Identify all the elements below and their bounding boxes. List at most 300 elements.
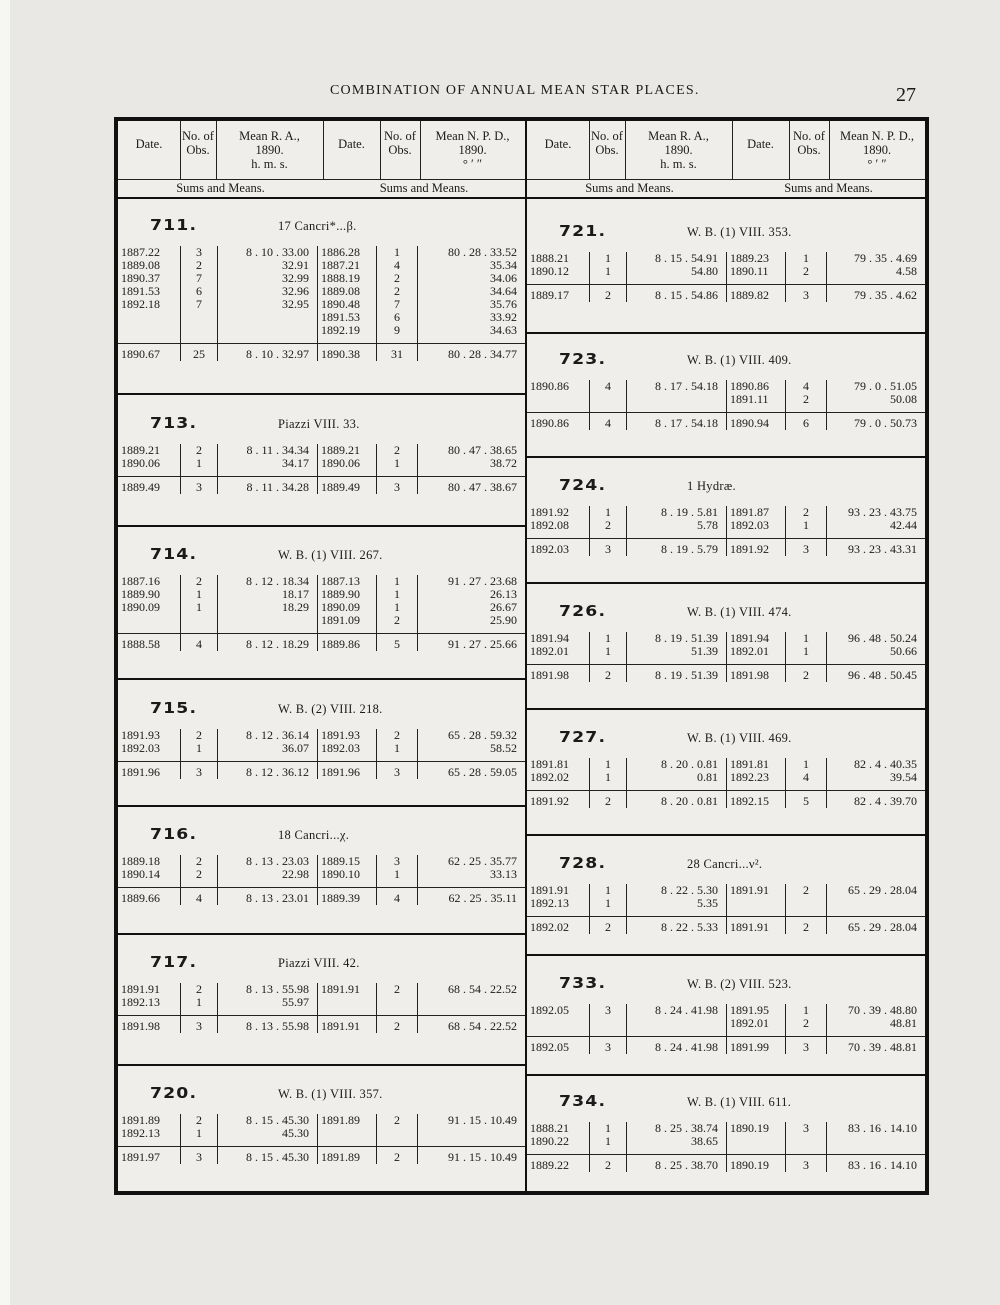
section-rule xyxy=(527,834,925,836)
star-entry xyxy=(527,222,925,302)
star-entry xyxy=(527,728,925,808)
star-entry-title xyxy=(118,699,525,719)
obs-date-npd: 1890.09 xyxy=(318,601,377,614)
header-divider xyxy=(625,121,626,179)
observation-row xyxy=(527,1004,925,1017)
mean-ra-mean: 8 . 19 . 51.39 xyxy=(627,665,727,683)
observation-row xyxy=(118,983,525,996)
header-text: Date. xyxy=(338,137,365,151)
star-designation: W. B. (1) VIII. 474. xyxy=(687,605,792,619)
obs-date: 1892.02 xyxy=(530,770,569,784)
star-entry xyxy=(527,350,925,430)
star-entry-title xyxy=(118,414,525,434)
star-designation: W. B. (1) VIII. 267. xyxy=(278,548,383,562)
observation-row xyxy=(527,1135,925,1148)
obs-count-npd: 1 xyxy=(377,246,418,259)
obs-date-npd: 1892.03 xyxy=(727,519,786,532)
mean-row xyxy=(118,477,525,495)
obs-date-mean: 1892.03 xyxy=(527,539,590,557)
obs-date-npd: 1891.09 xyxy=(318,614,377,627)
obs-count-npd-mean: 3 xyxy=(377,762,418,780)
obs-count-npd-mean: 2 xyxy=(786,665,827,683)
obs-date-npd-mean: 1892.15 xyxy=(727,791,786,809)
obs-count: 1 xyxy=(590,645,627,658)
obs-count: 1 xyxy=(590,1135,627,1148)
mean-ra xyxy=(218,324,318,337)
observation-table xyxy=(527,758,925,808)
header-date xyxy=(118,121,180,179)
star-entry-title xyxy=(527,222,925,242)
star-number: 726. xyxy=(559,602,607,620)
obs-date-npd-mean: 1889.39 xyxy=(318,888,377,906)
mean-row xyxy=(118,1147,525,1165)
obs-date-mean: 1891.96 xyxy=(118,762,181,780)
star-entry-title xyxy=(527,476,925,496)
mean-ra: 0.81 xyxy=(627,771,727,784)
star-entry xyxy=(527,476,925,556)
obs-date-npd-mean: 1890.19 xyxy=(727,1155,786,1173)
obs-date: 1892.03 xyxy=(121,741,160,755)
observation-row xyxy=(527,252,925,265)
obs-count-mean: 2 xyxy=(590,791,627,809)
obs-count: 1 xyxy=(181,588,218,601)
header-divider xyxy=(789,121,790,179)
obs-count: 2 xyxy=(181,259,218,272)
header-divider xyxy=(180,121,181,179)
obs-date: 1890.22 xyxy=(530,1134,569,1148)
obs-count: 2 xyxy=(181,868,218,881)
mean-npd: 26.67 xyxy=(418,601,526,614)
star-entry xyxy=(118,699,525,779)
obs-count-npd: 2 xyxy=(786,1017,827,1030)
obs-count-npd-mean: 4 xyxy=(377,888,418,906)
obs-date: 1887.22 xyxy=(121,245,160,259)
mean-ra xyxy=(627,1017,727,1030)
obs-date-npd: 1890.11 xyxy=(727,265,786,278)
mean-ra: 51.39 xyxy=(627,645,727,658)
observation-row xyxy=(527,1122,925,1135)
star-designation: W. B. (1) VIII. 409. xyxy=(687,353,792,367)
header-text: Mean R. A., xyxy=(239,129,300,143)
obs-date: 1891.91 xyxy=(530,883,569,897)
obs-date: 1890.14 xyxy=(121,867,160,881)
star-number: 724. xyxy=(559,476,607,494)
obs-date-npd: 1892.01 xyxy=(727,1017,786,1030)
observation-row xyxy=(527,380,925,393)
obs-date-mean: 1888.58 xyxy=(118,634,181,652)
obs-count: 1 xyxy=(590,506,627,519)
obs-count-mean: 4 xyxy=(181,888,218,906)
header-text: 1890. xyxy=(255,143,284,157)
obs-date-npd: 1887.13 xyxy=(318,575,377,588)
mean-npd-mean: 68 . 54 . 22.52 xyxy=(418,1016,526,1034)
mean-npd: 58.52 xyxy=(418,742,526,755)
obs-count-mean: 3 xyxy=(181,1016,218,1034)
header-divider xyxy=(420,121,421,179)
mean-npd xyxy=(827,1135,926,1148)
obs-date-npd: 1891.95 xyxy=(727,1004,786,1017)
mean-row xyxy=(118,888,525,906)
mean-npd: 38.72 xyxy=(418,457,526,470)
star-entry-title xyxy=(527,350,925,370)
observation-table xyxy=(527,252,925,302)
observation-table xyxy=(118,444,525,494)
star-designation: W. B. (1) VIII. 357. xyxy=(278,1087,383,1101)
mean-npd xyxy=(827,897,926,910)
obs-date: 1892.05 xyxy=(530,1003,569,1017)
obs-count: 1 xyxy=(590,1122,627,1135)
mean-ra xyxy=(627,393,727,406)
star-number: 715. xyxy=(150,699,198,717)
obs-date-npd: 1892.03 xyxy=(318,742,377,755)
star-designation: Piazzi VIII. 42. xyxy=(278,956,360,970)
header-divider xyxy=(323,121,324,179)
obs-date-npd: 1891.91 xyxy=(727,884,786,897)
obs-count-npd: 2 xyxy=(786,393,827,406)
obs-date-npd-mean: 1891.96 xyxy=(318,762,377,780)
header-no-of-obs xyxy=(589,121,625,179)
obs-date-npd-mean: 1891.92 xyxy=(727,539,786,557)
mean-ra: 8 . 12 . 36.14 xyxy=(218,729,318,742)
mean-row xyxy=(527,413,925,431)
obs-count-npd: 4 xyxy=(786,771,827,784)
obs-date: 1891.89 xyxy=(121,1113,160,1127)
mean-npd: 91 . 27 . 23.68 xyxy=(418,575,526,588)
obs-count-mean: 2 xyxy=(590,285,627,303)
obs-date-mean: 1889.66 xyxy=(118,888,181,906)
mean-ra: 8 . 19 . 51.39 xyxy=(627,632,727,645)
obs-date-npd-mean: 1889.49 xyxy=(318,477,377,495)
section-rule xyxy=(527,708,925,710)
mean-npd xyxy=(418,996,526,1009)
header-divider xyxy=(829,121,830,179)
obs-date-npd: 1889.90 xyxy=(318,588,377,601)
obs-count-mean: 2 xyxy=(590,917,627,935)
observation-table xyxy=(118,575,525,651)
obs-count: 7 xyxy=(181,272,218,285)
mean-ra-mean: 8 . 11 . 34.28 xyxy=(218,477,318,495)
star-entry-title xyxy=(527,728,925,748)
obs-date-npd: 1890.86 xyxy=(727,380,786,393)
obs-count: 2 xyxy=(181,1114,218,1127)
obs-date-npd: 1890.10 xyxy=(318,868,377,881)
mean-npd-mean: 82 . 4 . 39.70 xyxy=(827,791,926,809)
obs-count-npd: 1 xyxy=(786,252,827,265)
obs-date-mean: 1889.17 xyxy=(527,285,590,303)
mean-ra: 22.98 xyxy=(218,868,318,881)
obs-count: 4 xyxy=(590,380,627,393)
obs-date: 1889.90 xyxy=(121,587,160,601)
observation-row xyxy=(527,758,925,771)
header-text: 1890. xyxy=(664,143,693,157)
mean-npd-mean: 80 . 28 . 34.77 xyxy=(418,344,526,362)
header-divider xyxy=(732,121,733,179)
obs-count-mean: 3 xyxy=(181,1147,218,1165)
header-text: Obs. xyxy=(186,143,210,157)
mean-ra-mean: 8 . 24 . 41.98 xyxy=(627,1037,727,1055)
obs-count: 2 xyxy=(181,444,218,457)
observation-row xyxy=(118,324,525,337)
header-text: No. of xyxy=(182,129,214,143)
obs-date: 1890.37 xyxy=(121,271,160,285)
section-rule xyxy=(118,393,525,395)
star-entry-title xyxy=(527,974,925,994)
mean-ra-mean: 8 . 25 . 38.70 xyxy=(627,1155,727,1173)
observation-row xyxy=(527,645,925,658)
observation-row xyxy=(118,996,525,1009)
obs-count-npd: 2 xyxy=(377,729,418,742)
observation-table xyxy=(527,506,925,556)
obs-count xyxy=(181,311,218,324)
mean-ra: 8 . 12 . 18.34 xyxy=(218,575,318,588)
obs-count-npd: 2 xyxy=(377,444,418,457)
mean-npd: 82 . 4 . 40.35 xyxy=(827,758,926,771)
star-number: 723. xyxy=(559,350,607,368)
observation-table xyxy=(527,1004,925,1054)
header-text: 1890. xyxy=(458,143,487,157)
mean-npd: 91 . 15 . 10.49 xyxy=(418,1114,526,1127)
star-entry xyxy=(527,602,925,682)
obs-date: 1891.93 xyxy=(121,728,160,742)
section-rule xyxy=(118,525,525,527)
observation-row xyxy=(118,457,525,470)
sums-and-means-label: Sums and Means. xyxy=(176,181,265,195)
mean-ra: 8 . 19 . 5.81 xyxy=(627,506,727,519)
mean-ra: 54.80 xyxy=(627,265,727,278)
mean-npd: 70 . 39 . 48.80 xyxy=(827,1004,926,1017)
star-entry-title xyxy=(118,545,525,565)
header-text: Mean N. P. D., xyxy=(840,129,914,143)
mean-ra: 5.78 xyxy=(627,519,727,532)
obs-count-npd: 7 xyxy=(377,298,418,311)
mean-ra-mean: 8 . 12 . 36.12 xyxy=(218,762,318,780)
star-entry xyxy=(527,1092,925,1172)
obs-count: 1 xyxy=(181,996,218,1009)
mean-ra-mean: 8 . 13 . 23.01 xyxy=(218,888,318,906)
header-text: Obs. xyxy=(388,143,412,157)
obs-count xyxy=(181,324,218,337)
obs-count: 7 xyxy=(181,298,218,311)
mean-ra: 8 . 15 . 45.30 xyxy=(218,1114,318,1127)
obs-count xyxy=(590,393,627,406)
observation-row xyxy=(118,742,525,755)
mean-row xyxy=(118,344,525,362)
obs-date xyxy=(118,311,181,324)
obs-count-npd: 1 xyxy=(786,632,827,645)
mean-ra: 32.95 xyxy=(218,298,318,311)
running-head: COMBINATION OF ANNUAL MEAN STAR PLACES. xyxy=(330,83,700,98)
obs-count: 1 xyxy=(590,265,627,278)
obs-date: 1891.91 xyxy=(121,982,160,996)
mean-ra-mean: 8 . 12 . 18.29 xyxy=(218,634,318,652)
obs-count-npd-mean: 3 xyxy=(786,539,827,557)
header-text: Obs. xyxy=(797,143,821,157)
mean-npd: 83 . 16 . 14.10 xyxy=(827,1122,926,1135)
obs-date-npd-mean: 1890.38 xyxy=(318,344,377,362)
mean-npd: 35.76 xyxy=(418,298,526,311)
header-divider xyxy=(216,121,217,179)
obs-date-npd-mean: 1889.86 xyxy=(318,634,377,652)
sums-and-means-label: Sums and Means. xyxy=(585,181,674,195)
obs-count-npd xyxy=(377,1127,418,1140)
mean-ra: 8 . 17 . 54.18 xyxy=(627,380,727,393)
obs-count: 1 xyxy=(181,742,218,755)
star-entry-title xyxy=(527,854,925,874)
mean-npd: 33.92 xyxy=(418,311,526,324)
mean-ra: 32.91 xyxy=(218,259,318,272)
star-entry-title xyxy=(527,1092,925,1112)
obs-date-npd xyxy=(318,996,377,1009)
mean-npd-mean: 91 . 27 . 25.66 xyxy=(418,634,526,652)
mean-npd-mean: 70 . 39 . 48.81 xyxy=(827,1037,926,1055)
mean-ra: 38.65 xyxy=(627,1135,727,1148)
mean-ra-mean: 8 . 22 . 5.33 xyxy=(627,917,727,935)
obs-count-npd: 1 xyxy=(377,742,418,755)
star-number: 711. xyxy=(150,216,198,234)
header-no-of-obs xyxy=(180,121,216,179)
star-number: 714. xyxy=(150,545,198,563)
observation-row xyxy=(527,771,925,784)
obs-count-mean: 4 xyxy=(181,634,218,652)
obs-date xyxy=(118,614,181,627)
obs-date-npd xyxy=(318,1127,377,1140)
mean-npd: 39.54 xyxy=(827,771,926,784)
observation-row xyxy=(118,1127,525,1140)
mean-ra: 8 . 13 . 55.98 xyxy=(218,983,318,996)
obs-date-mean: 1890.67 xyxy=(118,344,181,362)
obs-count-npd-mean: 3 xyxy=(786,1155,827,1173)
obs-count-npd: 1 xyxy=(377,601,418,614)
star-entry xyxy=(118,825,525,905)
obs-count: 1 xyxy=(590,252,627,265)
obs-date: 1892.13 xyxy=(121,995,160,1009)
obs-date: 1892.13 xyxy=(530,896,569,910)
obs-count: 1 xyxy=(590,771,627,784)
obs-date-mean: 1890.86 xyxy=(527,413,590,431)
obs-date: 1890.86 xyxy=(530,379,569,393)
observation-table xyxy=(118,246,525,361)
page-edge xyxy=(0,0,10,1305)
obs-date-mean: 1892.05 xyxy=(527,1037,590,1055)
mean-row xyxy=(527,285,925,303)
obs-count-npd: 4 xyxy=(786,380,827,393)
section-rule xyxy=(527,954,925,956)
star-entry xyxy=(118,216,525,361)
mean-npd xyxy=(418,1127,526,1140)
mean-ra: 8 . 20 . 0.81 xyxy=(627,758,727,771)
mean-npd-mean: 80 . 47 . 38.67 xyxy=(418,477,526,495)
mean-npd-mean: 65 . 29 . 28.04 xyxy=(827,917,926,935)
star-entry xyxy=(118,414,525,494)
mean-npd: 79 . 0 . 51.05 xyxy=(827,380,926,393)
obs-date-npd xyxy=(727,1135,786,1148)
obs-date-npd: 1892.19 xyxy=(318,324,377,337)
obs-date: 1890.06 xyxy=(121,456,160,470)
star-designation: W. B. (1) VIII. 469. xyxy=(687,731,792,745)
obs-date-mean: 1891.98 xyxy=(118,1016,181,1034)
obs-date-npd: 1887.21 xyxy=(318,259,377,272)
obs-date-npd: 1892.01 xyxy=(727,645,786,658)
mean-ra: 18.29 xyxy=(218,601,318,614)
mean-npd-mean: 83 . 16 . 14.10 xyxy=(827,1155,926,1173)
obs-date: 1890.09 xyxy=(121,600,160,614)
obs-date-npd: 1892.23 xyxy=(727,771,786,784)
obs-count: 3 xyxy=(181,246,218,259)
section-rule xyxy=(527,332,925,334)
obs-count-npd-mean: 3 xyxy=(786,1037,827,1055)
obs-count-npd: 2 xyxy=(786,884,827,897)
obs-date-npd: 1891.94 xyxy=(727,632,786,645)
mean-npd: 34.63 xyxy=(418,324,526,337)
obs-count-npd: 6 xyxy=(377,311,418,324)
obs-count: 1 xyxy=(181,601,218,614)
header-no-of-obs xyxy=(380,121,420,179)
left-column xyxy=(118,121,527,1191)
obs-date-npd: 1891.91 xyxy=(318,983,377,996)
observation-row xyxy=(527,506,925,519)
header-mean-ra xyxy=(625,121,732,179)
obs-count-mean: 2 xyxy=(590,665,627,683)
mean-npd: 80 . 28 . 33.52 xyxy=(418,246,526,259)
mean-row xyxy=(527,1155,925,1173)
mean-npd-mean: 79 . 0 . 50.73 xyxy=(827,413,926,431)
mean-npd: 50.08 xyxy=(827,393,926,406)
mean-npd: 26.13 xyxy=(418,588,526,601)
observation-row xyxy=(527,393,925,406)
obs-count: 1 xyxy=(590,884,627,897)
obs-count: 1 xyxy=(590,632,627,645)
obs-date: 1891.81 xyxy=(530,757,569,771)
mean-npd: 68 . 54 . 22.52 xyxy=(418,983,526,996)
obs-date-mean: 1892.02 xyxy=(527,917,590,935)
obs-count: 6 xyxy=(181,285,218,298)
mean-row xyxy=(527,791,925,809)
obs-count-npd-mean: 2 xyxy=(377,1147,418,1165)
mean-npd: 80 . 47 . 38.65 xyxy=(418,444,526,457)
header-text: 1890. xyxy=(862,143,892,157)
header-text: Date. xyxy=(135,137,163,151)
obs-date: 1889.21 xyxy=(121,443,160,457)
obs-date: 1892.08 xyxy=(530,518,569,532)
mean-ra: 18.17 xyxy=(218,588,318,601)
header-text: ° ′ ″ xyxy=(867,157,887,171)
obs-date-mean: 1891.98 xyxy=(527,665,590,683)
mean-npd: 42.44 xyxy=(827,519,926,532)
column-header xyxy=(118,121,525,199)
mean-npd-mean: 96 . 48 . 50.45 xyxy=(827,665,926,683)
header-text: No. of xyxy=(793,129,825,143)
mean-ra-mean: 8 . 17 . 54.18 xyxy=(627,413,727,431)
obs-count: 2 xyxy=(181,575,218,588)
mean-row xyxy=(118,1016,525,1034)
star-entry xyxy=(527,974,925,1054)
obs-count: 2 xyxy=(181,729,218,742)
mean-npd: 25.90 xyxy=(418,614,526,627)
observation-row xyxy=(527,519,925,532)
mean-npd: 35.34 xyxy=(418,259,526,272)
obs-count: 1 xyxy=(590,758,627,771)
mean-ra: 45.30 xyxy=(218,1127,318,1140)
mean-ra: 55.97 xyxy=(218,996,318,1009)
star-number: 728. xyxy=(559,854,607,872)
header-text: h. m. s. xyxy=(251,157,288,171)
obs-date-npd xyxy=(727,897,786,910)
obs-count: 3 xyxy=(590,1004,627,1017)
obs-date-npd-mean: 1891.89 xyxy=(318,1147,377,1165)
obs-count-npd xyxy=(786,1135,827,1148)
star-designation: Piazzi VIII. 33. xyxy=(278,417,360,431)
obs-date-npd-mean: 1891.98 xyxy=(727,665,786,683)
